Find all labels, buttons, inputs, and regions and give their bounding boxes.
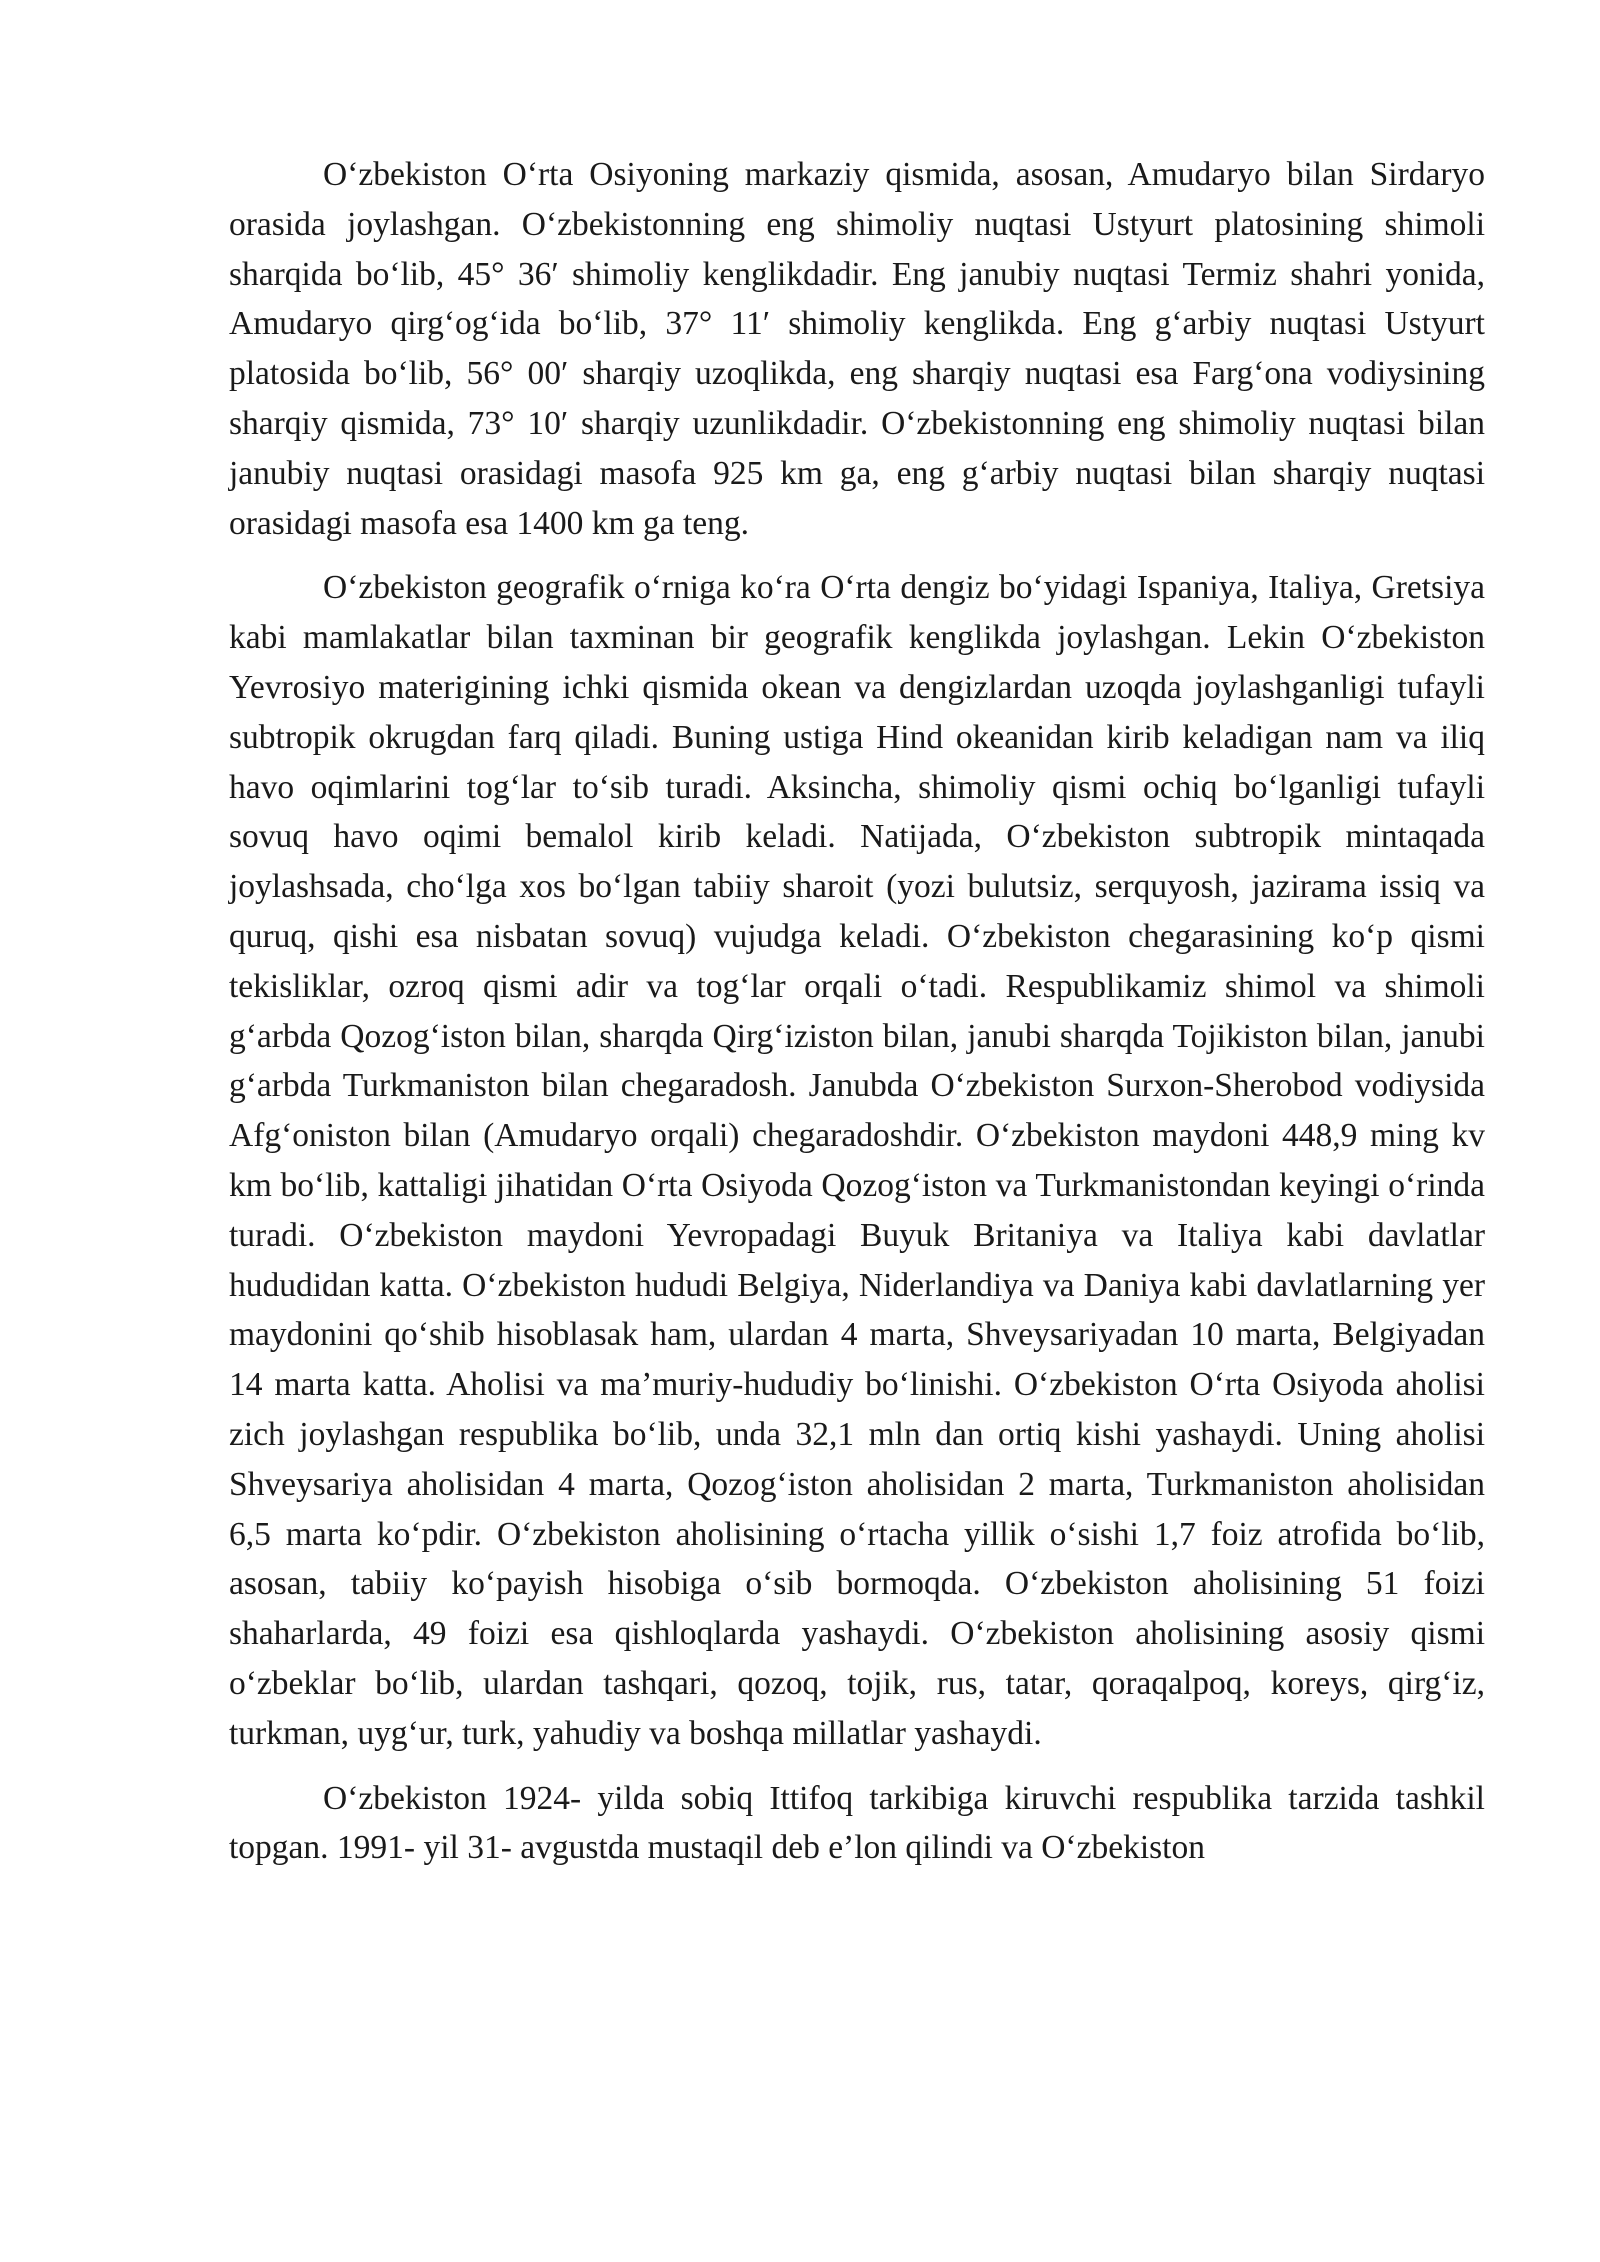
paragraph-history: O‘zbekiston 1924- yilda sobiq Ittifoq tarkibiga kiruvchi respublika tarzida tashkil topgan. 1991- yil 31- avgustda mustaqil deb e’lon qilindi va O‘zbekiston: [229, 1779, 1485, 1867]
body-text: [229, 150, 1485, 1888]
paragraph-location-and-population: O‘zbekiston geografik o‘rniga ko‘ra O‘rta dengiz bo‘yidagi Ispaniya, Italiya, Gretsiya kabi mamlakatlar bilan taxminan bir geografik kenglikda joylashgan. Lekin O‘zbekiston Yevrosiyo materigining ichki qismida okean va dengizlardan uzoqda joylashganligi tufayli subtropik okrugdan farq qiladi. Buning ustiga Hind okeanidan kirib keladigan nam va iliq havo oqimlarini tog‘lar to‘sib turadi. Aksincha, shimoliy qismi ochiq bo‘lganligi tufayli sovuq havo oqimi bemalol kirib keladi. Natijada, O‘zbekiston subtropik mintaqada joylashsada, cho‘lga xos bo‘lgan tabiiy sharoit (yozi bulutsiz, serquyosh, jazirama issiq va quruq, qishi esa nisbatan sovuq) vujudga keladi. O‘zbekiston chegarasining ko‘p qismi tekisliklar, ozroq qismi adir va tog‘lar orqali o‘tadi. Respublikamiz shimol va shimoli g‘arbda Qozog‘iston bilan, sharqda Qirg‘iziston bilan, janubi sharqda Tojikiston bilan, janubi g‘arbda Turkmaniston bilan chegaradosh. Janubda O‘zbekiston Surxon-Sherobod vodiysida Afg‘oniston bilan (Amudaryo orqali) chegaradoshdir. O‘zbekiston maydoni 448,9 ming kv km bo‘lib, kattaligi jihatidan O‘rta Osiyoda Qozog‘iston va Turkmanistondan keyingi o‘rinda turadi. O‘zbekiston maydoni Yevropadagi Buyuk Britaniya va Italiya kabi davlatlar hududidan katta. O‘zbekiston hududi Belgiya, Niderlandiya va Daniya kabi davlatlarning yer maydonini qo‘shib hisoblasak ham, ulardan 4 marta, Shveysariyadan 10 marta, Belgiyadan 14 marta katta. Aholisi va ma’muriy-hududiy bo‘linishi. O‘zbekiston O‘rta Osiyoda aholisi zich joylashgan respublika bo‘lib, unda 32,1 mln dan ortiq kishi yashaydi. Uning aholisi Shveysariya aholisidan 4 marta, Qozog‘iston aholisidan 2 marta, Turkmaniston aholisidan 6,5 marta ko‘pdir. O‘zbekiston aholisining o‘rtacha yillik o‘sishi 1,7 foiz atrofida bo‘lib, asosan, tabiiy ko‘payish hisobiga o‘sib bormoqda. O‘zbekiston aholisining 51 foizi shaharlarda, 49 foizi esa qishloqlarda yashaydi. O‘zbekiston aholisining asosiy qismi o‘zbeklar bo‘lib, ulardan tashqari, qozoq, tojik, rus, tatar, qoraqalpoq, koreys, qirg‘iz, turkman, uyg‘ur, turk, yahudiy va boshqa millatlar yashaydi.: [229, 569, 1485, 1752]
paragraph-geographic-extremes: O‘zbekiston O‘rta Osiyoning markaziy qismida, asosan, Amudaryo bilan Sirdaryo orasida joylashgan. O‘zbekistonning eng shimoliy nuqtasi Ustyurt platosining shimoli sharqida bo‘lib, 45° 36′ shimoliy kenglikdadir. Eng janubiy nuqtasi Termiz shahri yonida, Amudaryo qirg‘og‘ida bo‘lib, 37° 11′ shimoliy kenglikda. Eng g‘arbiy nuqtasi Ustyurt platosida bo‘lib, 56° 00′ sharqiy uzoqlikda, eng sharqiy nuqtasi esa Farg‘ona vodiysining sharqiy qismida, 73° 10′ sharqiy uzunlikdadir. O‘zbekistonning eng shimoliy nuqtasi bilan janubiy nuqtasi orasidagi masofa 925 km ga, eng g‘arbiy nuqtasi bilan sharqiy nuqtasi orasidagi masofa esa 1400 km ga teng.: [229, 156, 1485, 542]
